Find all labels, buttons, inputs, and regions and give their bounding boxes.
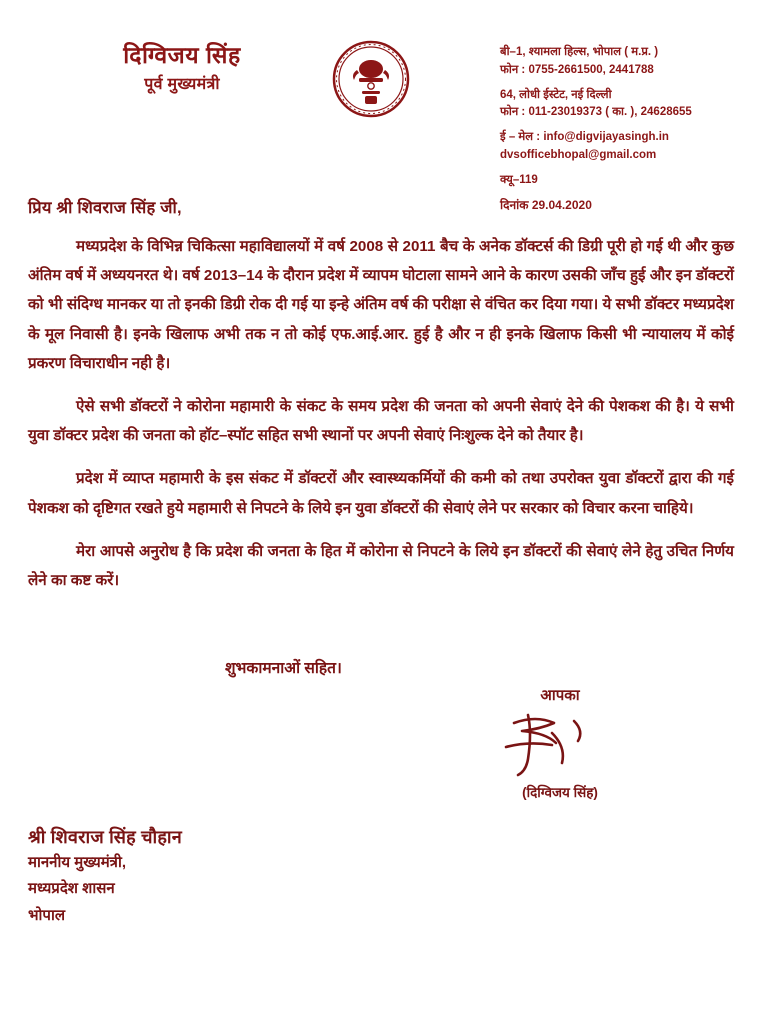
phone-line-1: फोन : 0755-2661500, 2441788 [500,63,654,76]
closing-line: शुभकामनाओं सहित। [225,660,342,677]
sender-designation: पूर्व मुख्यमंत्री [144,76,220,94]
phone-line-2: फोन : 011-23019373 ( का. ), 24628655 [500,106,692,119]
addressee-line-2: मध्यप्रदेश शासन [28,880,115,898]
letterhead-contact [500,44,740,214]
paragraph-4: मेरा आपसे अनुरोध है कि प्रदेश की जनता के हित में कोरोना से निपटने के लिये इन डॉक्टरों की सेवाएं लेने हेतु उचित निर्णय लेने का कष्ट करें। [28,542,734,589]
india-national-emblem-icon [332,40,410,118]
queue-number: क्यू–119 [500,173,538,186]
paragraph-3: प्रदेश में व्याप्त महामारी के इस संकट में डॉक्टरों और स्वास्थ्यकर्मियों की कमी को तथा उपरोक्त युवा डॉक्टरों द्वारा की गई पेशकश को दृष्टिगत रखते हुये महामारी से निपटने के लिये इन युवा डॉक्टरों की सेवाएं लेने पर सरकार को विचार करना चाहिये। [28,470,734,517]
address-line-1: बी–1, श्यामला हिल्स, भोपाल ( म.प्र. ) [500,46,659,58]
addressee-name: श्री शिवराज सिंह चौहान [28,827,182,847]
handwritten-signature-icon [470,705,650,783]
salutation: प्रिय श्री शिवराज सिंह जी, [28,199,182,217]
date-label: दिनांक [500,197,529,212]
sender-name: दिग्विजय सिंह [123,42,241,68]
paragraph-1: मध्यप्रदेश के विभिन्न चिकित्सा महाविद्यालयों में वर्ष 2008 से 2011 बैच के अनेक डॉक्टर्स की डिग्री पूरी हो गई थी और कुछ अंतिम वर्ष में अध्ययनरत थे। वर्ष 2013–14 के दौरान प्रदेश में व्यापम घोटाला सामने आने के कारण उसकी जॉंच हुई और इन डॉक्टरों को भी संदिग्ध मानकर या तो इनकी डिग्री रोक दी गई या इन्हे अंतिम वर्ष की परीक्षा से वंचित कर दिया गया। ये सभी डॉक्टर मध्यप्रदेश के मूल निवासी है। इनके खिलाफ अभी तक न तो कोई एफ.आई.आर. हुई है और न ही इनके खिलाफ किसी भी न्यायालय में कोई प्रकरण विचाराधीन नही है। [28,238,734,372]
email-secondary[interactable]: dvsofficebhopal@gmail.com [500,149,657,162]
date-value: 29.04.2020 [531,197,592,212]
signature-name: (दिग्विजय सिंह) [522,785,598,800]
addressee-block [28,825,182,928]
letter-date [500,196,740,215]
addressee-line-3: भोपाल [28,906,66,924]
paragraph-2: ऐसे सभी डॉक्टरों ने कोरोना महामारी के संकट के समय प्रदेश की जनता को अपनी सेवाएं देने की पेशकश की है। ये सभी युवा डॉक्टर प्रदेश की जनता को हॉट–स्पॉट सहित सभी स्थानों पर अपनी सेवाएं निःशुल्क देने को तैयार है। [28,397,734,445]
yours-label: आपका [540,687,580,704]
letterhead-sender [52,42,312,94]
letter-body [28,232,734,595]
address-line-2: 64, लोधी ईस्टेट, नई दिल्ली [500,88,612,101]
email-primary[interactable]: ई – मेल : info@digvijayasingh.in [500,131,669,144]
signature-block [470,685,650,801]
addressee-line-1: माननीय मुख्यमंत्री, [28,854,127,871]
